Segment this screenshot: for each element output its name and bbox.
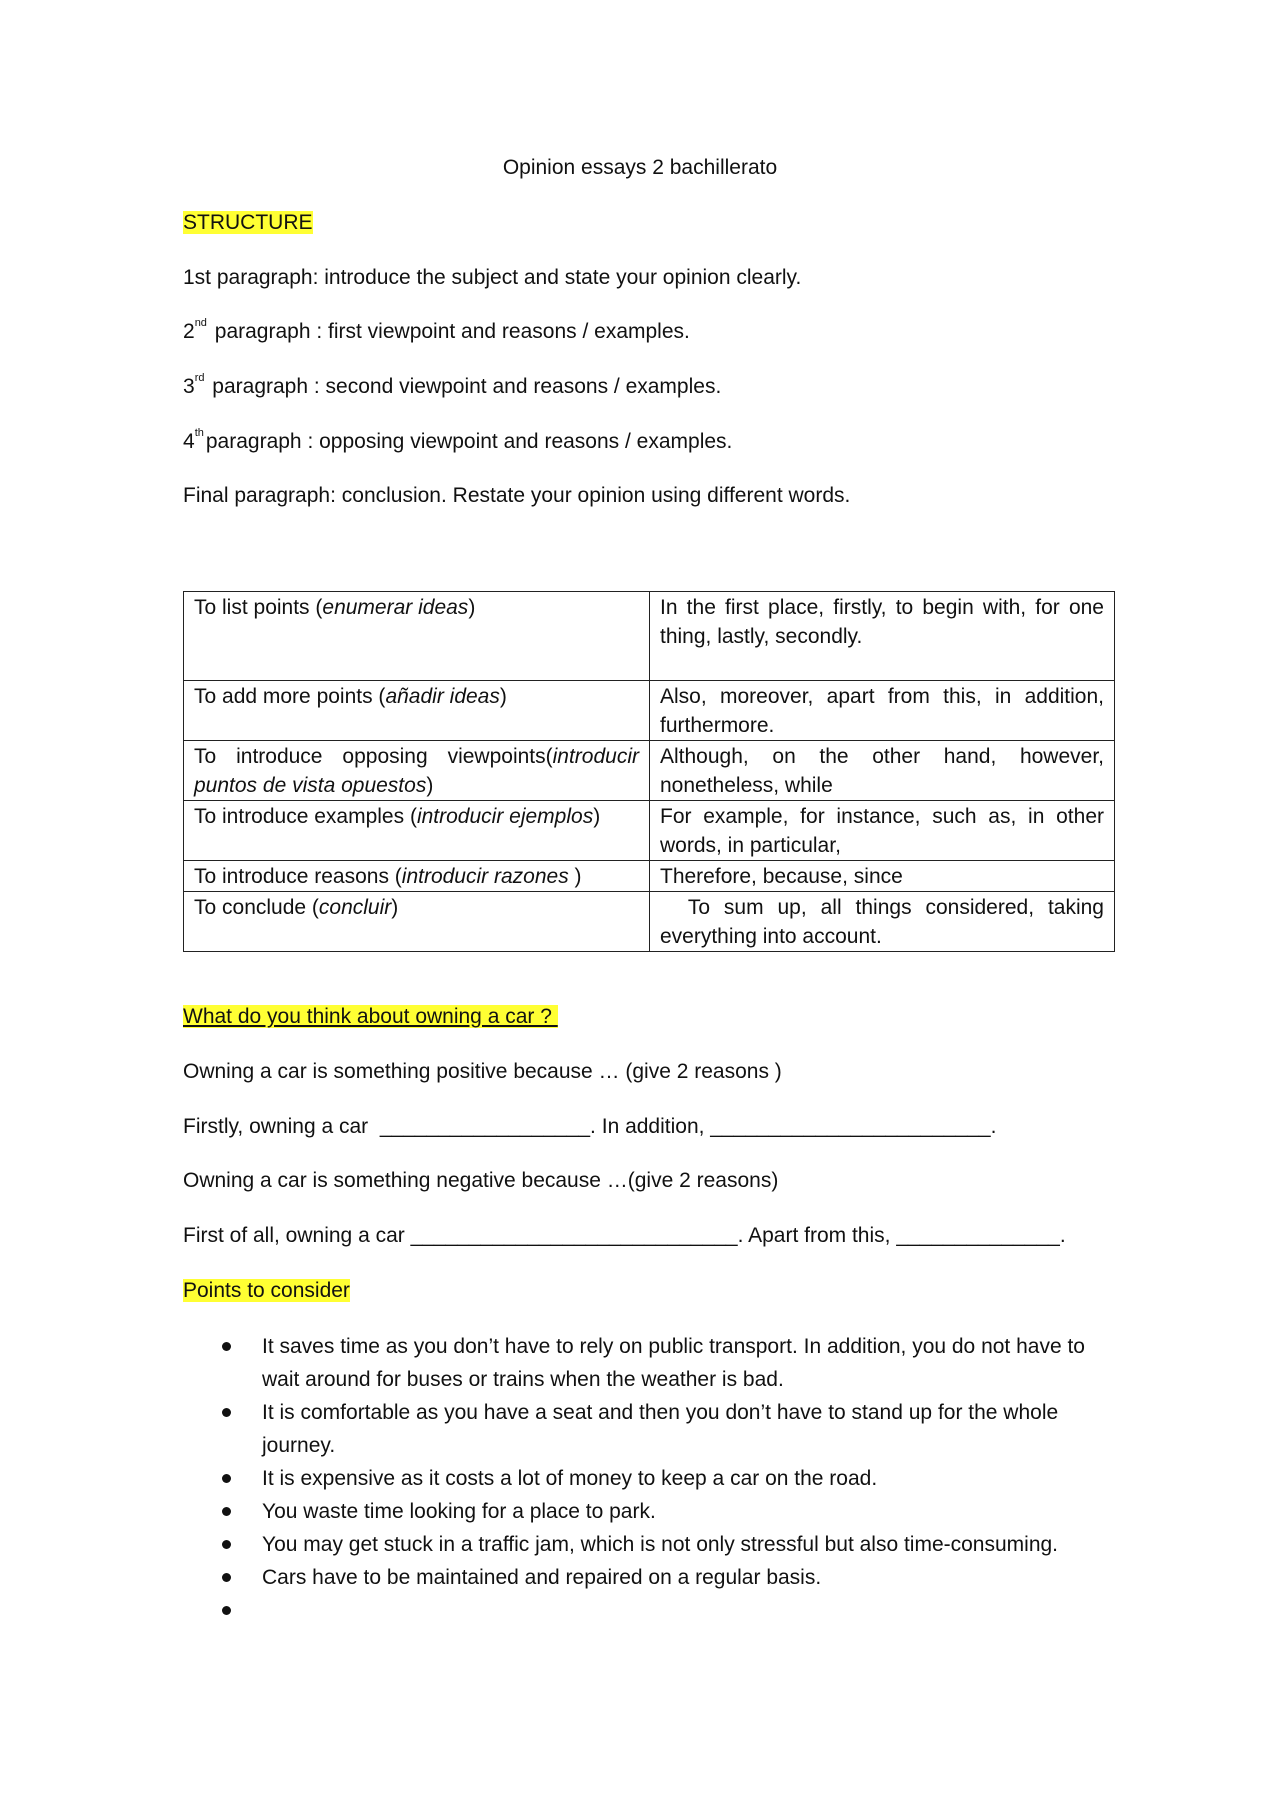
- table-row: [184, 592, 1115, 681]
- connectors-table: [183, 591, 1115, 952]
- table-row: [184, 861, 1115, 892]
- purpose-spanish: concluir: [318, 896, 392, 919]
- points-heading: [183, 1277, 350, 1306]
- paragraph-1-guide: 1st paragraph: introduce the subject and state your opinion clearly.: [183, 266, 802, 289]
- positive-sentence-frame: Firstly, owning a car __________________. In addition, ________________________.: [183, 1115, 997, 1138]
- paragraph-4-guide: [183, 428, 732, 457]
- paragraph-3-number: 3: [183, 375, 195, 398]
- connector-examples: Also, moreover, apart from this, in addition, furthermore.: [650, 681, 1115, 741]
- purpose-close: ): [468, 596, 476, 619]
- table-row: [184, 741, 1115, 801]
- paragraph-3-text: paragraph : second viewpoint and reasons / examples.: [206, 375, 722, 398]
- list-item-text: It saves time as you don’t have to rely on public transport. In addition, you do not have to wait around for buses or trains when the weather is bad.: [262, 1335, 1085, 1391]
- purpose-spanish: añadir ideas: [385, 685, 500, 708]
- document-title: Opinion essays 2 bachillerato: [502, 156, 778, 179]
- table-row: [184, 801, 1115, 861]
- list-item-text: It is expensive as it costs a lot of money to keep a car on the road.: [262, 1467, 878, 1490]
- paragraph-2-text: paragraph : first viewpoint and reasons / examples.: [208, 320, 690, 343]
- purpose-text: To introduce reasons (: [194, 865, 402, 888]
- connector-purpose: [184, 861, 650, 892]
- bullet-icon: [222, 1540, 231, 1549]
- paragraph-4-ordinal: th: [194, 427, 204, 439]
- bullet-icon: [222, 1474, 231, 1483]
- points-heading-text: Points to consider: [183, 1279, 350, 1302]
- bullet-icon: [222, 1507, 231, 1516]
- purpose-text: To list points (: [194, 596, 323, 619]
- list-item-text: You may get stuck in a traffic jam, which is not only stressful but also time-consuming.: [262, 1533, 1059, 1556]
- question-heading: [183, 1003, 558, 1032]
- bullet-icon: [222, 1342, 231, 1351]
- connector-examples: For example, for instance, such as, in other words, in particular,: [650, 801, 1115, 861]
- purpose-text: To add more points (: [194, 685, 386, 708]
- positive-prompt: Owning a car is something positive because … (give 2 reasons ): [183, 1060, 782, 1083]
- bullet-icon: [222, 1606, 231, 1615]
- connector-purpose: [184, 892, 650, 952]
- paragraph-2-guide: [183, 318, 690, 347]
- purpose-close: ): [426, 774, 434, 797]
- list-item-text: Cars have to be maintained and repaired on a regular basis.: [262, 1566, 822, 1589]
- paragraph-4-number: 4: [183, 430, 195, 453]
- list-item: [0, 1495, 1102, 1528]
- list-item: [0, 1330, 1102, 1396]
- negative-sentence-frame: First of all, owning a car ____________________________. Apart from this, ______________.: [183, 1224, 1066, 1247]
- connector-purpose: [184, 741, 650, 801]
- connector-examples: To sum up, all things considered, taking everything into account.: [650, 892, 1115, 952]
- list-item: [0, 1561, 1102, 1594]
- purpose-text: To conclude (: [194, 896, 319, 919]
- structure-heading: [183, 209, 313, 238]
- paragraph-3-ordinal: rd: [194, 372, 205, 384]
- purpose-spanish: enumerar ideas: [322, 596, 469, 619]
- purpose-spanish: introducir razones: [401, 865, 569, 888]
- connector-examples: In the first place, firstly, to begin with, for one thing, lastly, secondly.: [650, 592, 1115, 681]
- connector-purpose: [184, 592, 650, 681]
- connector-purpose: [184, 681, 650, 741]
- purpose-text: To introduce opposing viewpoints(: [194, 745, 553, 768]
- table-row: [184, 681, 1115, 741]
- bullet-icon: [222, 1573, 231, 1582]
- purpose-close: ): [568, 865, 582, 888]
- question-heading-text: What do you think about owning a car ?: [183, 1005, 558, 1028]
- purpose-spanish: introducir puntos de vista opuestos: [194, 745, 639, 797]
- paragraph-4-text: paragraph : opposing viewpoint and reasons / examples.: [205, 430, 733, 453]
- connector-purpose: [184, 801, 650, 861]
- final-paragraph-guide: Final paragraph: conclusion. Restate your opinion using different words.: [183, 484, 851, 507]
- list-item-text: It is comfortable as you have a seat and then you don’t have to stand up for the whole journey.: [262, 1401, 1059, 1457]
- purpose-close: ): [499, 685, 507, 708]
- list-item: [0, 1528, 1102, 1561]
- list-item-text: You waste time looking for a place to park.: [262, 1500, 656, 1523]
- purpose-spanish: introducir ejemplos: [416, 805, 594, 828]
- purpose-text: To introduce examples (: [194, 805, 417, 828]
- list-item: [0, 1462, 1102, 1495]
- points-list: [0, 1330, 1102, 1627]
- list-item: [0, 1594, 1102, 1627]
- paragraph-3-guide: [183, 373, 721, 402]
- bullet-icon: [222, 1408, 231, 1417]
- paragraph-2-ordinal: nd: [194, 317, 207, 329]
- structure-heading-text: STRUCTURE: [183, 211, 313, 234]
- connector-examples: Although, on the other hand, however, nonetheless, while: [650, 741, 1115, 801]
- purpose-close: ): [391, 896, 399, 919]
- table-row: [184, 892, 1115, 952]
- list-item: [0, 1396, 1102, 1462]
- connector-examples: Therefore, because, since: [650, 861, 1115, 892]
- negative-prompt: Owning a car is something negative because …(give 2 reasons): [183, 1169, 779, 1192]
- paragraph-2-number: 2: [183, 320, 195, 343]
- purpose-close: ): [593, 805, 601, 828]
